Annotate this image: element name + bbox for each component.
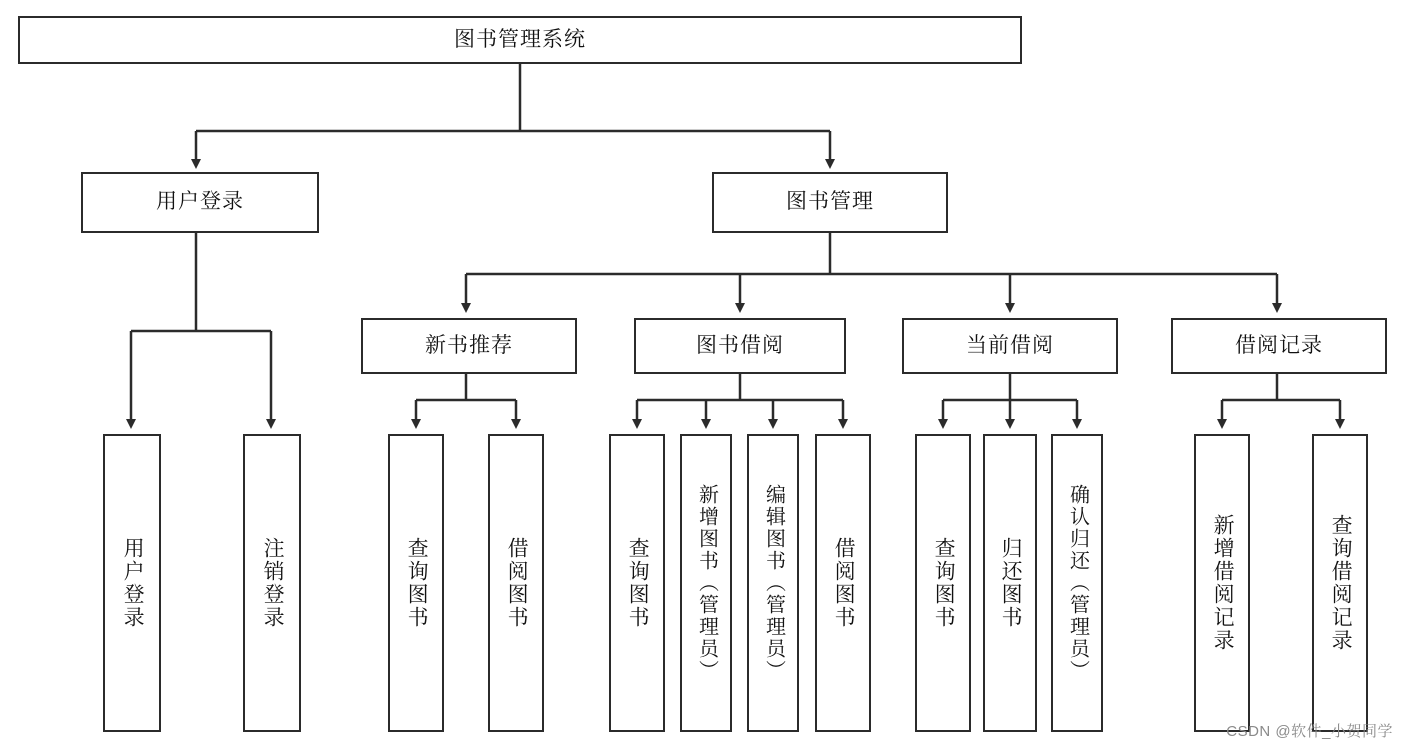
- leaf-current-return-book[interactable]: [983, 434, 1037, 732]
- node-current-borrow[interactable]: [902, 318, 1118, 374]
- leaf-current-query-book[interactable]: [915, 434, 971, 732]
- node-user-login-label: 用户登录: [156, 190, 244, 214]
- node-borrow-record-label: 借阅记录: [1235, 333, 1323, 357]
- node-root-label: 图书管理系统: [454, 27, 586, 51]
- node-user-login[interactable]: [81, 172, 319, 233]
- leaf-borrow-add-book[interactable]: [680, 434, 732, 732]
- leaf-record-add-record-label: 新增借阅记录: [1211, 514, 1235, 652]
- leaf-borrow-query-book[interactable]: [609, 434, 665, 732]
- leaf-current-confirm-return-label: 确认归还（管理员）: [1066, 484, 1089, 682]
- leaf-borrow-edit-book-label: 编辑图书（管理员）: [762, 484, 785, 682]
- node-new-book-recommend[interactable]: [361, 318, 577, 374]
- node-book-borrow-label: 图书借阅: [696, 333, 784, 357]
- leaf-recommend-borrow-book-label: 借阅图书: [505, 537, 529, 629]
- watermark-text: CSDN @软件_小贺同学: [1226, 723, 1393, 740]
- leaf-record-query-record-label: 查询借阅记录: [1329, 514, 1353, 652]
- leaf-record-query-record[interactable]: [1312, 434, 1368, 732]
- leaf-recommend-borrow-book[interactable]: [488, 434, 544, 732]
- leaf-current-confirm-return[interactable]: [1051, 434, 1103, 732]
- leaf-borrow-query-book-label: 查询图书: [626, 537, 650, 629]
- leaf-recommend-query-book-label: 查询图书: [405, 537, 429, 629]
- node-root[interactable]: [18, 16, 1022, 64]
- leaf-borrow-borrow-book-label: 借阅图书: [832, 537, 856, 629]
- leaf-user-login-login-label: 用户登录: [121, 537, 145, 629]
- node-borrow-record[interactable]: [1171, 318, 1387, 374]
- leaf-user-login-logout[interactable]: [243, 434, 301, 732]
- node-new-book-recommend-label: 新书推荐: [425, 333, 513, 357]
- leaf-record-add-record[interactable]: [1194, 434, 1250, 732]
- leaf-borrow-add-book-label: 新增图书（管理员）: [695, 484, 718, 682]
- node-current-borrow-label: 当前借阅: [966, 333, 1054, 357]
- leaf-current-return-book-label: 归还图书: [999, 537, 1023, 629]
- leaf-user-login-login[interactable]: [103, 434, 161, 732]
- leaf-user-login-logout-label: 注销登录: [261, 537, 285, 629]
- leaf-borrow-borrow-book[interactable]: [815, 434, 871, 732]
- node-book-borrow[interactable]: [634, 318, 846, 374]
- node-book-management[interactable]: [712, 172, 948, 233]
- leaf-current-query-book-label: 查询图书: [932, 537, 956, 629]
- leaf-recommend-query-book[interactable]: [388, 434, 444, 732]
- node-book-management-label: 图书管理: [786, 190, 874, 214]
- leaf-borrow-edit-book[interactable]: [747, 434, 799, 732]
